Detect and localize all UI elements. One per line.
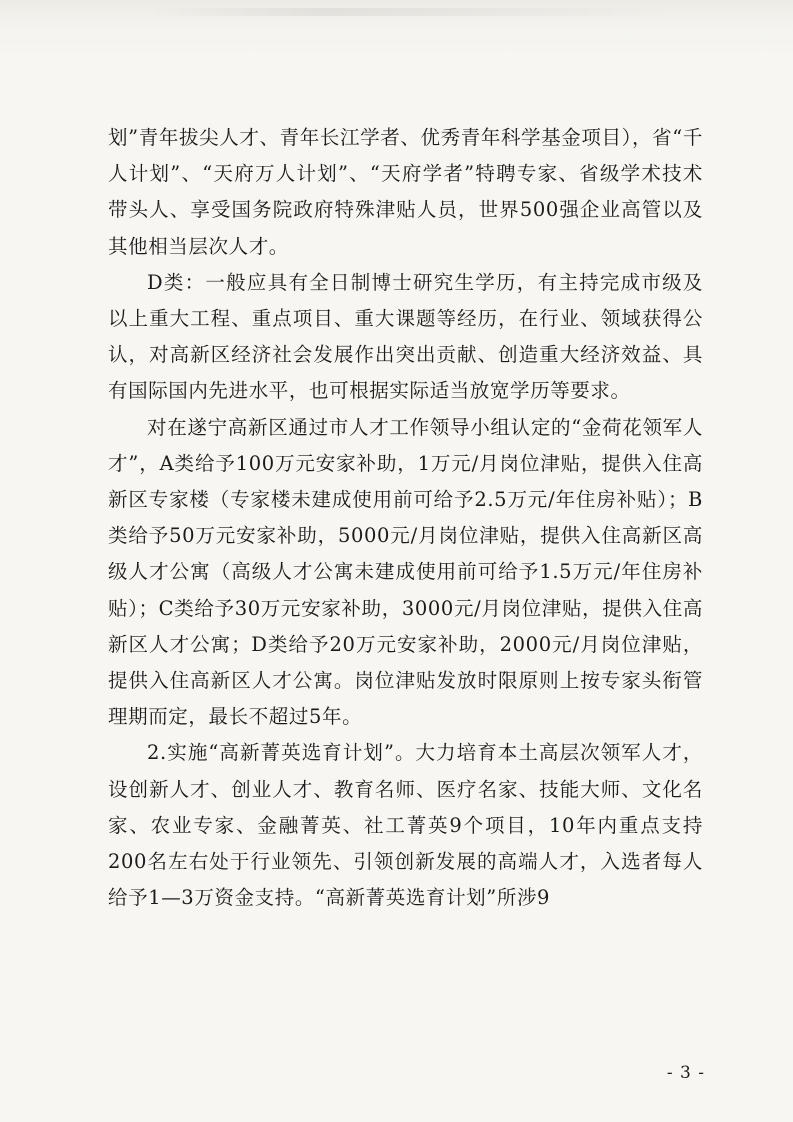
paragraph-elite-plan: 2.实施“高新菁英选育计划”。大力培育本土高层次领军人才，设创新人才、创业人才、教育名师、医疗名家、技能大师、文化名家、农业专家、金融菁英、社工菁英9个项目，10年内重点支持200名左右处于行业领先、引领创新发展的高端人才，入选者每人给予1—3万资金支持。“高新菁英选育计划”所涉9 <box>108 741 703 910</box>
paragraph-continuation: 划”青年拔尖人才、青年长江学者、优秀青年科学基金项目），省“千人计划”、“天府万人计划”、“天府学者”特聘专家、省级学术技术带头人、享受国务院政府特殊津贴人员，世界500强企业高管以及其他相当层次人才。 <box>108 126 703 258</box>
scan-artifact <box>150 8 670 16</box>
page-number: - 3 - <box>666 1063 705 1083</box>
document-body <box>108 120 703 916</box>
paragraph-subsidy: 对在遂宁高新区通过市人才工作领导小组认定的“金荷花领军人才”，A类给予100万元安家补助，1万元/月岗位津贴，提供入住高新区专家楼（专家楼未建成使用前可给予2.5万元/年住房补贴）；B类给予50万元安家补助，5000元/月岗位津贴，提供入住高新区高级人才公寓（高级人才公寓未建成使用前可给予1.5万元/年住房补贴）；C类给予30万元安家补助，3000元/月岗位津贴，提供入住高新区人才公寓；D类给予20万元安家补助，2000元/月岗位津贴，提供入住高新区人才公寓。岗位津贴发放时限原则上按专家头衔管理期而定，最长不超过5年。 <box>108 415 703 729</box>
paragraph-class-d: D类：一般应具有全日制博士研究生学历，有主持完成市级及以上重大工程、重点项目、重大课题等经历，在行业、领域获得公认，对高新区经济社会发展作出突出贡献、创造重大经济效益、具有国际国内先进水平，也可根据实际适当放宽学历等要求。 <box>108 270 703 403</box>
scan-top-shading <box>0 0 793 60</box>
